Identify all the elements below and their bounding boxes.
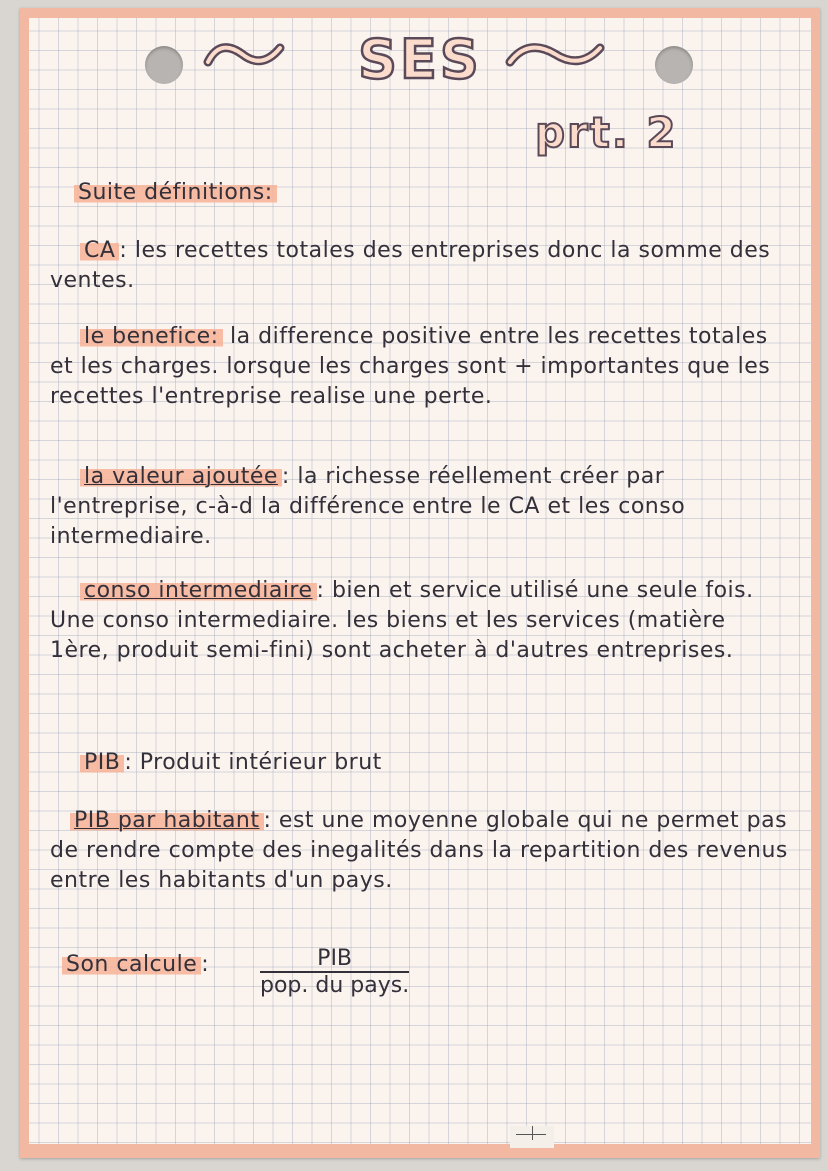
bottom-tape-mark bbox=[510, 1126, 554, 1148]
pib-formula bbox=[260, 946, 409, 998]
definition-term: CA bbox=[80, 238, 119, 263]
definition-text: bien et service utilisé une seule fois. Une conso intermediaire. les biens et les services (matière 1ère, produit semi-fini) sont acheter à d'autres entreprises. bbox=[50, 578, 754, 663]
card-border-left bbox=[20, 8, 29, 1158]
definition-pib: PIB : Produit intérieur brut bbox=[50, 748, 790, 778]
card-border-top bbox=[20, 8, 820, 18]
definition-valeur-ajoutee: la valeur ajoutée : la richesse réellement créer par l'entreprise, c-à-d la différence entre le CA et les conso intermediaire. bbox=[50, 464, 686, 549]
definition-term: le benefice: bbox=[80, 324, 223, 349]
definition-benefice bbox=[50, 322, 790, 412]
definition-term: PIB bbox=[80, 750, 124, 775]
definition-term: PIB par habitant bbox=[70, 808, 264, 833]
definition-ca: CA : les recettes totales des entreprises donc la somme des ventes. bbox=[50, 238, 771, 293]
page-title: SES bbox=[358, 28, 482, 91]
definition-conso-intermediaire: conso intermediaire : bien et service utilisé une seule fois. Une conso intermediaire. les biens et les services (matière 1ère, produit semi-fini) sont acheter à d'autres entreprises. bbox=[50, 578, 754, 663]
definition-text: est une moyenne globale qui ne permet pas de rendre compte des inegalités dans la repartition des revenus entre les habitants d'un pays. bbox=[50, 808, 788, 893]
definition-text: Produit intérieur brut bbox=[132, 750, 382, 775]
card-border-right bbox=[811, 8, 820, 1158]
definition-term: conso intermediaire bbox=[80, 578, 317, 603]
page-subtitle: prt. 2 bbox=[535, 108, 678, 157]
formula-label: Son calcule bbox=[62, 952, 201, 977]
formula-label-line: Son calcule : bbox=[50, 950, 790, 980]
formula-denominator: pop. du pays. bbox=[260, 973, 410, 998]
formula-numerator: PIB bbox=[260, 946, 409, 973]
card-border-bottom bbox=[20, 1144, 820, 1158]
definition-text: la difference positive entre les recettes totales et les charges. lorsque les charges sont + importantes que les recettes l'entreprise realise une perte. bbox=[50, 324, 771, 409]
definition-text: les recettes totales des entreprises donc la somme des ventes. bbox=[50, 238, 771, 293]
definition-text: la richesse réellement créer par l'entreprise, c-à-d la différence entre le CA et les conso intermediaire. bbox=[50, 464, 686, 549]
note-card bbox=[20, 8, 820, 1158]
section-heading bbox=[50, 178, 790, 208]
definition-term: la valeur ajoutée bbox=[80, 464, 282, 489]
section-heading-label: Suite définitions: bbox=[74, 180, 277, 205]
definition-pib-par-habitant: PIB par habitant : est une moyenne globale qui ne permet pas de rendre compte des inegalités dans la repartition des revenus entre les habitants d'un pays. bbox=[50, 808, 788, 893]
